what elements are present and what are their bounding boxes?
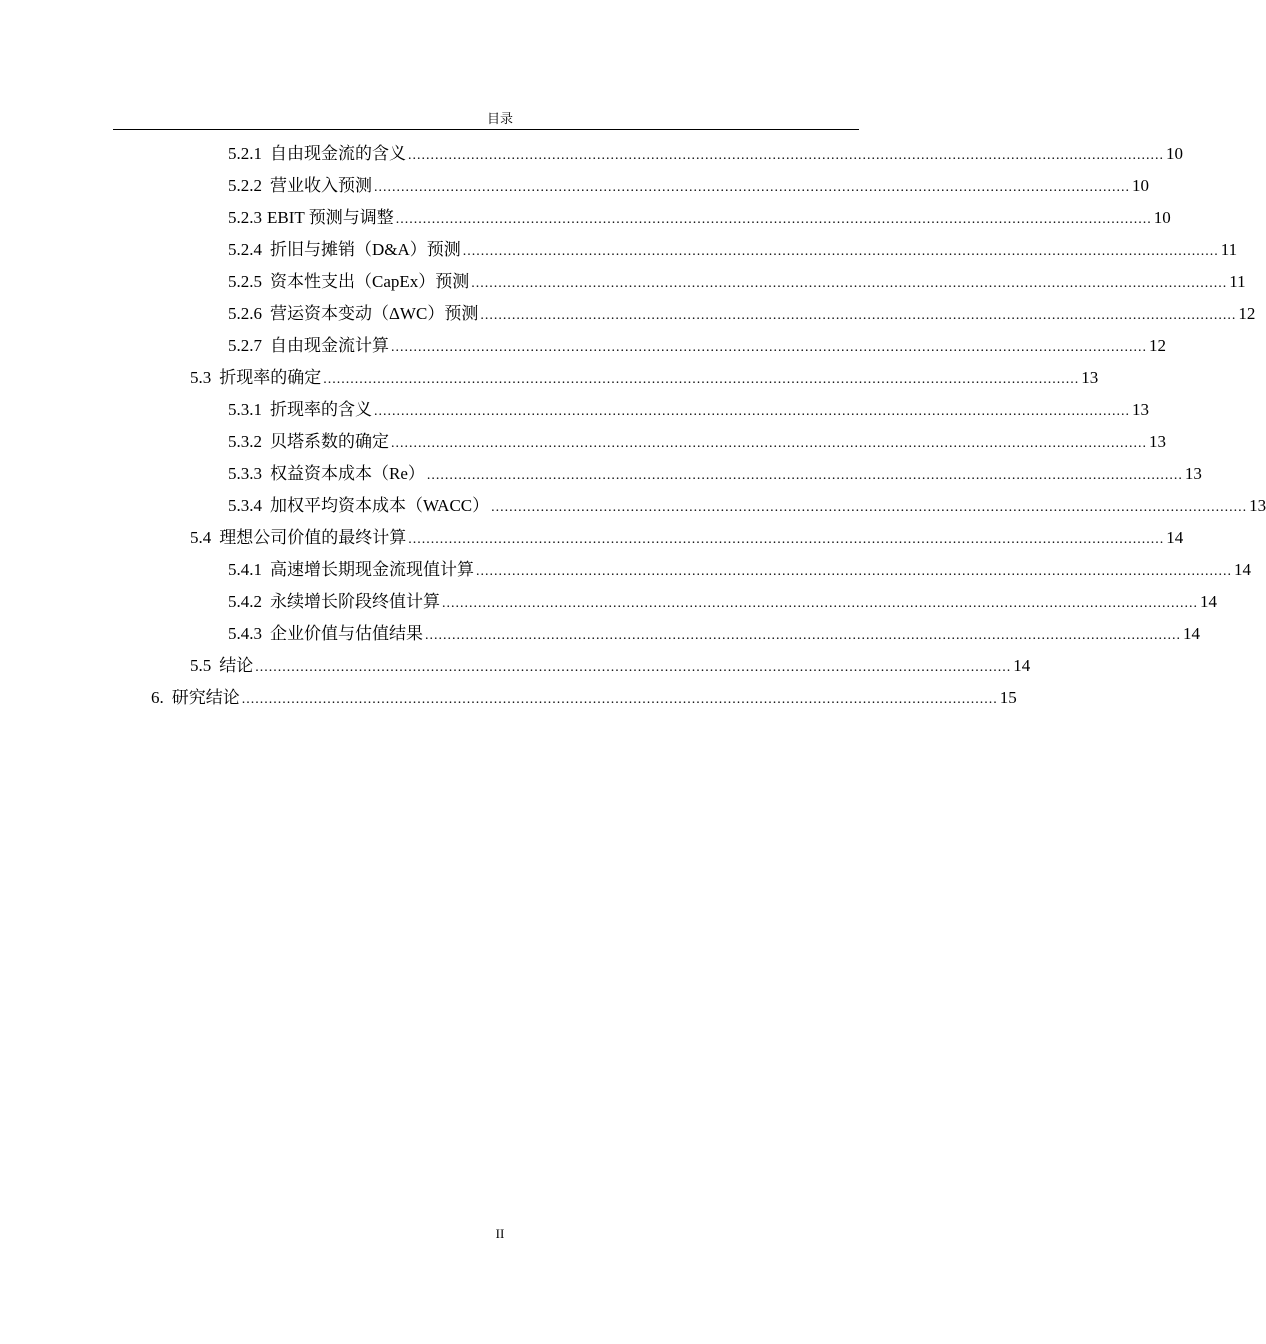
toc-entry-5-5[interactable] bbox=[190, 652, 1031, 680]
toc-entry-5-2-1[interactable] bbox=[228, 140, 1183, 168]
toc-entry-label: 贝塔系数的确定 bbox=[270, 432, 389, 451]
toc-entry-page: 14 bbox=[1183, 624, 1200, 643]
toc-dot-leader: ........................................................................................................................................................................ bbox=[471, 276, 1228, 291]
toc-entry-page: 10 bbox=[1166, 144, 1183, 163]
toc-entry-label: 高速增长期现金流现值计算 bbox=[270, 560, 474, 579]
toc-entry-5-2-5[interactable] bbox=[228, 268, 1246, 296]
toc-entry-page: 15 bbox=[999, 688, 1017, 707]
toc-dot-leader: ........................................................................................................................................................................ bbox=[462, 244, 1219, 259]
toc-entry-label: 折旧与摊销（D&A）预测 bbox=[270, 240, 461, 259]
toc-dot-leader: ........................................................................................................................................................................ bbox=[391, 340, 1147, 355]
toc-entry-5-4[interactable] bbox=[190, 524, 1184, 552]
toc-entry-number: 6. bbox=[151, 688, 164, 707]
toc-entry-number: 5.3.1 bbox=[228, 400, 262, 419]
toc-entry-number: 5.2.4 bbox=[228, 240, 262, 259]
toc-entry-5-4-3[interactable] bbox=[228, 620, 1200, 648]
toc-entry-label: 加权平均资本成本（WACC） bbox=[270, 496, 490, 515]
toc-entry-5-3-2[interactable] bbox=[228, 428, 1166, 456]
toc-entry-label: 折现率的含义 bbox=[270, 400, 372, 419]
toc-entry-page: 13 bbox=[1249, 496, 1266, 515]
toc-entry-page: 10 bbox=[1132, 176, 1149, 195]
toc-entry-number: 5.2.1 bbox=[228, 144, 262, 163]
toc-entry-page: 13 bbox=[1149, 432, 1166, 451]
toc-entry-page: 14 bbox=[1166, 528, 1184, 547]
toc-dot-leader: ........................................................................................................................................................................ bbox=[391, 436, 1147, 451]
toc-entry-label: 折现率的确定 bbox=[219, 368, 322, 387]
toc-entry-5-3-3[interactable] bbox=[228, 460, 1202, 488]
toc-entry-6[interactable] bbox=[151, 684, 1017, 712]
toc-entry-number: 5.2.5 bbox=[228, 272, 262, 291]
toc-dot-leader: ........................................................................................................................................................................ bbox=[255, 660, 1012, 675]
toc-entry-label: 企业价值与估值结果 bbox=[270, 624, 423, 643]
toc-entry-label: 自由现金流计算 bbox=[270, 336, 389, 355]
toc-entry-5-4-2[interactable] bbox=[228, 588, 1217, 616]
toc-dot-leader: ........................................................................................................................................................................ bbox=[480, 308, 1237, 323]
toc-entry-page: 13 bbox=[1081, 368, 1099, 387]
toc-dot-leader: ........................................................................................................................................................................ bbox=[241, 692, 998, 707]
toc-dot-leader: ........................................................................................................................................................................ bbox=[408, 532, 1165, 547]
toc-dot-leader: ........................................................................................................................................................................ bbox=[374, 404, 1130, 419]
page-number: II bbox=[495, 1226, 505, 1241]
toc-entry-label: 资本性支出（CapEx）预测 bbox=[270, 272, 470, 291]
toc-dot-leader: ........................................................................................................................................................................ bbox=[395, 212, 1152, 227]
running-header-title: 目录 bbox=[486, 111, 513, 126]
toc-entry-number: 5.3.2 bbox=[228, 432, 262, 451]
toc-entry-page: 11 bbox=[1220, 240, 1238, 259]
toc-entry-number: 5.4.2 bbox=[228, 592, 262, 611]
toc-dot-leader: ........................................................................................................................................................................ bbox=[491, 500, 1248, 515]
toc-dot-leader: ........................................................................................................................................................................ bbox=[408, 148, 1164, 163]
toc-dot-leader: ........................................................................................................................................................................ bbox=[323, 372, 1080, 387]
toc-entry-5-3-1[interactable] bbox=[228, 396, 1149, 424]
toc-entry-page: 13 bbox=[1132, 400, 1149, 419]
toc-entry-5-2-6[interactable] bbox=[228, 300, 1256, 328]
toc-entry-number: 5.4.1 bbox=[228, 560, 262, 579]
toc-entry-label: EBIT 预测与调整 bbox=[267, 208, 394, 227]
toc-entry-label: 营业收入预测 bbox=[270, 176, 372, 195]
toc-entry-number: 5.4 bbox=[190, 528, 212, 547]
toc-dot-leader: ........................................................................................................................................................................ bbox=[426, 468, 1183, 483]
toc-entry-label: 权益资本成本（Re） bbox=[270, 464, 425, 483]
toc-entry-page: 14 bbox=[1200, 592, 1217, 611]
toc-dot-leader: ........................................................................................................................................................................ bbox=[442, 596, 1198, 611]
toc-dot-leader: ........................................................................................................................................................................ bbox=[425, 628, 1181, 643]
toc-entry-label: 结论 bbox=[219, 656, 254, 675]
toc-entry-number: 5.5 bbox=[190, 656, 212, 675]
toc-entry-page: 14 bbox=[1013, 656, 1031, 675]
toc-entry-5-2-7[interactable] bbox=[228, 332, 1166, 360]
toc-dot-leader: ........................................................................................................................................................................ bbox=[374, 180, 1130, 195]
toc-entry-page: 14 bbox=[1234, 560, 1251, 579]
toc-entry-number: 5.3 bbox=[190, 368, 212, 387]
toc-entry-number: 5.3.3 bbox=[228, 464, 262, 483]
toc-entry-5-3-4[interactable] bbox=[228, 492, 1266, 520]
toc-entry-label: 研究结论 bbox=[171, 688, 240, 707]
toc-entry-number: 5.3.4 bbox=[228, 496, 262, 515]
toc-entry-number: 5.2.2 bbox=[228, 176, 262, 195]
toc-entry-page: 11 bbox=[1229, 272, 1246, 291]
toc-entry-number: 5.2.3 bbox=[228, 208, 262, 227]
toc-entry-page: 12 bbox=[1149, 336, 1166, 355]
toc-dot-leader: ........................................................................................................................................................................ bbox=[476, 564, 1232, 579]
toc-entry-label: 自由现金流的含义 bbox=[270, 144, 406, 163]
toc-entry-page: 10 bbox=[1153, 208, 1171, 227]
header-rule bbox=[113, 129, 859, 130]
toc-entry-5-4-1[interactable] bbox=[228, 556, 1251, 584]
toc-entry-label: 理想公司价值的最终计算 bbox=[219, 528, 407, 547]
toc-entry-5-2-3[interactable] bbox=[228, 204, 1171, 232]
toc-entry-5-2-4[interactable] bbox=[228, 236, 1238, 264]
toc-entry-number: 5.2.7 bbox=[228, 336, 262, 355]
toc-entry-label: 营运资本变动（ΔWC）预测 bbox=[270, 304, 479, 323]
toc-entry-5-3[interactable] bbox=[190, 364, 1099, 392]
toc-entry-page: 13 bbox=[1184, 464, 1202, 483]
toc-entry-number: 5.4.3 bbox=[228, 624, 262, 643]
toc-entry-number: 5.2.6 bbox=[228, 304, 262, 323]
toc-entry-5-2-2[interactable] bbox=[228, 172, 1149, 200]
toc-entry-page: 12 bbox=[1238, 304, 1256, 323]
toc-entry-label: 永续增长阶段终值计算 bbox=[270, 592, 440, 611]
